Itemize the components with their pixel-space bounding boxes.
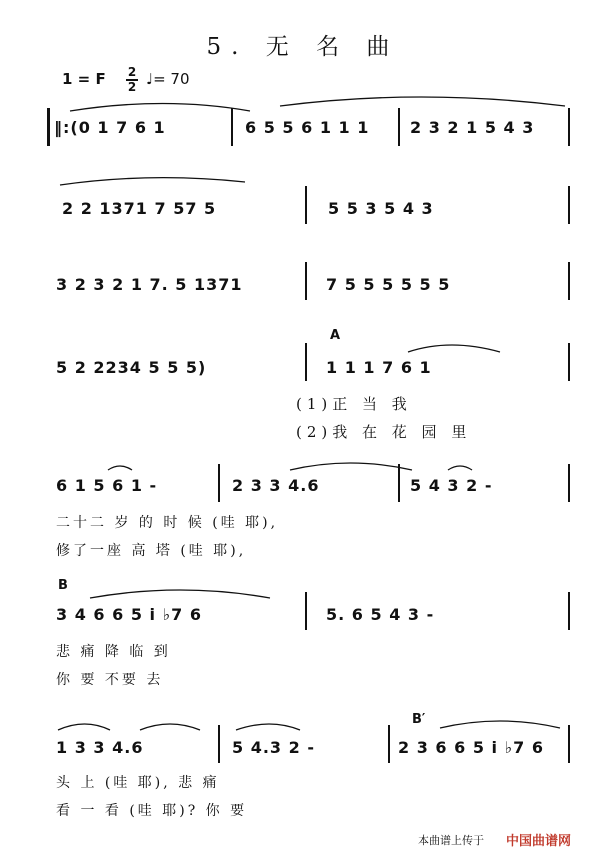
slur [290,463,412,470]
measure: 6 5 5 6 1 1 1 [245,118,370,137]
measure: 7 5 5 5 5 5 5 [326,275,451,294]
measure: 5 2 2234 5 5 5) [56,358,207,377]
slur [448,466,472,470]
measure: 6 1 5 6 1 - [56,476,158,495]
measure: 1 3 3 4.6 [56,738,144,757]
slur [90,590,270,598]
lyric-line: 你 要 不要 去 [56,672,164,688]
lyric-line: (2)我 在 花 园 里 [296,423,472,441]
measure: 2 2 1371 7 57 5 [62,199,217,218]
footer-upload-text: 本曲谱上传于 [418,834,484,847]
measure: 2 3 6 6 5 i ♭7 6 [398,738,544,757]
slur [440,721,560,728]
slur [108,466,132,470]
lyric-line: 头 上 (哇 耶), 悲 痛 [56,775,220,791]
slur [58,724,110,730]
measure: 2 3 3 4.6 [232,476,320,495]
key-signature: 1 = F [62,70,106,88]
slur [408,345,500,352]
slur [280,97,565,106]
page-title: 5. 无 名 曲 [206,34,400,60]
lyric-line: 修了一座 高 塔 (哇 耶), [56,543,247,559]
slur [140,724,200,730]
section-marker: B [58,578,68,593]
tempo-marking: ♩= 70 [146,70,190,88]
section-marker: B′ [412,712,426,727]
measure: 5 4.3 2 - [232,738,315,757]
measure: 3 4 6 6 5 i ♭7 6 [56,605,202,624]
measure: 1 1 1 7 6 1 [326,358,432,377]
measure: 5 5 3 5 4 3 [328,199,434,218]
time-signature: 2 2 [127,65,137,94]
slur [70,104,250,112]
lyric-line: (1)正 当 我 [296,395,412,413]
measure: 5 4 3 2 - [410,476,493,495]
lyric-line: 二十二 岁 的 时 候 (哇 耶), [56,515,279,531]
measure: 2 3 2 1 5 4 3 [410,118,535,137]
site-logo-text[interactable]: 中国曲谱网 [506,834,572,849]
measure: 5. 6 5 4 3 - [326,605,435,624]
measure: ‖:(0 1 7 6 1 [54,118,166,137]
measure: 3 2 3 2 1 7. 5 1371 [56,275,243,294]
lyric-line: 悲 痛 降 临 到 [56,644,171,660]
slur [236,724,300,730]
slur [60,178,245,185]
lyric-line: 看 一 看 (哇 耶)? 你 要 [56,803,248,819]
section-marker: A [330,328,341,343]
